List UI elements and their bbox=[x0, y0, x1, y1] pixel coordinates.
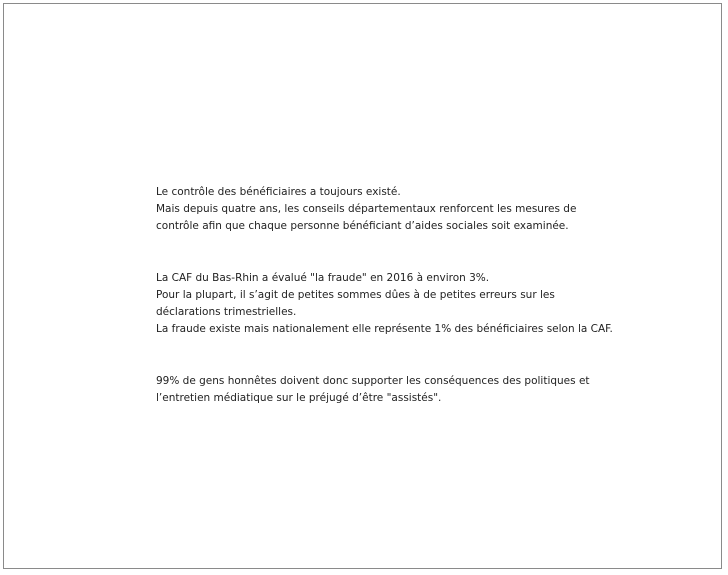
text-line: déclarations trimestrielles. bbox=[156, 306, 297, 318]
text-line: La fraude existe mais nationalement elle représente 1% des bénéficiaires selon la CAF. bbox=[156, 323, 613, 335]
paragraph-controle bbox=[156, 184, 626, 235]
text-line: Mais depuis quatre ans, les conseils départementaux renforcent les mesures de bbox=[156, 203, 577, 215]
text-line: contrôle afin que chaque personne bénéficiant d’aides sociales soit examinée. bbox=[156, 220, 569, 232]
text-line: l’entretien médiatique sur le préjugé d’être "assistés". bbox=[156, 392, 442, 404]
text-line: La CAF du Bas-Rhin a évalué "la fraude" en 2016 à environ 3%. bbox=[156, 272, 490, 284]
paragraph-fraude bbox=[156, 270, 626, 338]
text-line: Le contrôle des bénéficiaires a toujours existé. bbox=[156, 186, 401, 198]
paragraph-consequences bbox=[156, 373, 626, 407]
text-line: Pour la plupart, il s’agit de petites sommes dûes à de petites erreurs sur les bbox=[156, 289, 555, 301]
text-line: 99% de gens honnêtes doivent donc supporter les conséquences des politiques et bbox=[156, 375, 590, 387]
